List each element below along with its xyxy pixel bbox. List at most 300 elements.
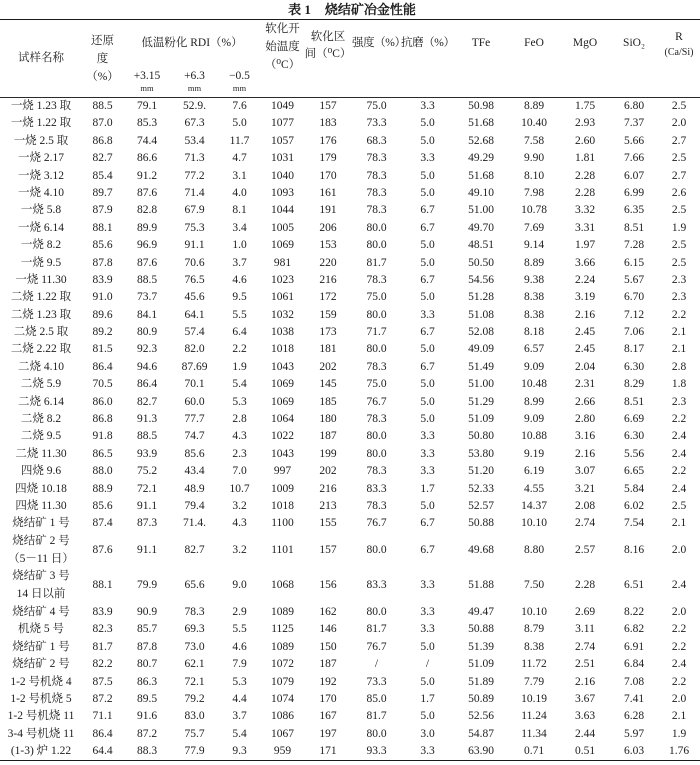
strength-cell: 78.3 — [366, 273, 387, 286]
softening-range-cell: 206 — [319, 221, 337, 234]
mgo-cell: 1.97 — [574, 239, 596, 252]
sio2-cell: 6.30 — [623, 360, 645, 373]
reduction-cell: 88.1 — [92, 579, 113, 592]
rdi-minus-0-5-cell: 3.7 — [232, 710, 247, 723]
tfe-cell: 52.33 — [468, 482, 494, 495]
tfe-cell: 50.88 — [468, 623, 494, 636]
sample-name-cell — [0, 656, 82, 673]
abrasion-cell: 5.0 — [420, 378, 435, 391]
header-subcol-value: +3.15 — [133, 70, 161, 82]
strength-cell: 75.0 — [366, 291, 387, 304]
sample-name-text: 1-2 号机烧 4 — [10, 675, 72, 688]
reduction-cell: 83.9 — [92, 273, 113, 286]
sample-name-cell — [0, 446, 82, 463]
abrasion-cell: 3.3 — [420, 100, 435, 112]
table-row — [0, 341, 700, 358]
strength-cell: 78.3 — [366, 413, 387, 426]
header-line: (Ca/Si) — [664, 47, 694, 58]
sio2-cell: 6.82 — [623, 623, 645, 636]
table-number: 表 1 — [288, 2, 311, 17]
table-row — [0, 115, 700, 132]
header-abrasion: 抗磨（%） — [401, 37, 455, 49]
rdi-minus-0-5-cell: 3.4 — [232, 221, 247, 234]
softening-start-temp-cell: 1093 — [271, 186, 294, 199]
abrasion-cell: 5.0 — [420, 239, 435, 252]
sample-name-text: 四烧 11.30 — [15, 499, 67, 512]
rdi-plus-3-15-cell: 89.5 — [136, 692, 158, 705]
tfe-cell: 51.88 — [468, 579, 494, 592]
reduction-cell: 82.7 — [92, 152, 113, 165]
basicity-r-cell: 2.0 — [671, 117, 687, 130]
mgo-cell: 2.28 — [574, 169, 596, 182]
mgo-cell: 2.04 — [574, 360, 596, 373]
reduction-cell: 64.4 — [92, 745, 113, 758]
mgo-cell: 2.44 — [574, 727, 596, 740]
feo-cell: 8.99 — [523, 395, 545, 408]
rdi-minus-0-5-cell: 7.6 — [232, 100, 247, 112]
basicity-r-cell: 1.9 — [671, 727, 687, 740]
table-row — [0, 307, 700, 324]
basicity-r-cell: 1.8 — [671, 378, 687, 391]
rdi-plus-3-15-cell: 82.7 — [136, 395, 158, 408]
mgo-cell: 3.63 — [574, 710, 596, 723]
feo-cell: 0.71 — [523, 745, 545, 758]
sample-name-cell — [0, 674, 82, 691]
sample-name-text: 一烧 1.23 取 — [10, 100, 72, 112]
mgo-cell: 1.81 — [574, 152, 596, 165]
header-subcol-value: −0.5 — [229, 70, 250, 82]
table-row — [0, 255, 700, 272]
rdi-plus-6-3-cell: 77.2 — [184, 169, 205, 182]
sio2-cell: 5.66 — [623, 134, 645, 147]
table-row — [0, 446, 700, 463]
table-row — [0, 498, 700, 515]
table-row — [0, 708, 700, 725]
softening-range-cell: 197 — [319, 727, 337, 740]
sample-name-text: 二烧 8.2 — [20, 413, 62, 426]
rdi-plus-3-15-cell: 88.5 — [136, 430, 158, 443]
feo-cell: 8.18 — [523, 326, 545, 339]
sample-name-cell — [0, 708, 82, 725]
abrasion-cell: 5.0 — [420, 499, 435, 512]
abrasion-cell: 5.0 — [420, 395, 435, 408]
softening-range-cell: 185 — [319, 395, 337, 408]
header-line: R — [675, 31, 683, 43]
mgo-cell: 3.07 — [574, 465, 596, 478]
strength-cell: 80.0 — [366, 447, 387, 460]
tfe-cell: 52.57 — [468, 499, 494, 512]
rdi-plus-6-3-cell: 76.5 — [184, 273, 205, 286]
tfe-cell: 50.50 — [468, 256, 494, 269]
tfe-cell: 52.56 — [468, 710, 494, 723]
table-row — [0, 656, 700, 673]
strength-cell: 80.0 — [366, 605, 387, 618]
strength-cell: 80.0 — [366, 221, 387, 234]
rdi-plus-6-3-cell: 74.7 — [184, 430, 205, 443]
softening-start-temp-cell: 1074 — [271, 692, 294, 705]
strength-cell: 81.7 — [366, 623, 387, 636]
sio2-cell: 6.51 — [623, 579, 645, 592]
feo-cell: 7.69 — [523, 221, 545, 234]
sample-name-cell — [0, 150, 82, 167]
tfe-cell: 51.68 — [468, 117, 494, 130]
rdi-plus-3-15-cell: 91.2 — [136, 169, 158, 182]
softening-range-cell: 216 — [319, 273, 337, 286]
rdi-minus-0-5-cell: 1.0 — [232, 239, 247, 252]
abrasion-cell: 5.0 — [420, 413, 435, 426]
basicity-r-cell: 2.4 — [671, 482, 687, 495]
rdi-minus-0-5-cell: 2.3 — [232, 447, 247, 460]
sio2-cell: 7.66 — [623, 152, 645, 165]
tfe-cell: 51.00 — [468, 204, 494, 217]
rdi-plus-6-3-cell: 73.0 — [184, 640, 205, 653]
softening-start-temp-cell: 1068 — [271, 579, 294, 592]
basicity-r-cell: 2.5 — [671, 499, 687, 512]
softening-range-cell: 157 — [319, 543, 337, 556]
table-row — [0, 237, 700, 254]
basicity-r-cell: 1.9 — [671, 221, 687, 234]
softening-start-temp-cell: 1101 — [271, 543, 294, 556]
tfe-cell: 48.51 — [468, 239, 494, 252]
rdi-plus-6-3-cell: 72.1 — [184, 675, 205, 688]
basicity-r-cell: 2.3 — [671, 291, 687, 304]
reduction-cell: 89.6 — [92, 308, 113, 321]
feo-cell: 7.98 — [523, 186, 545, 199]
feo-cell: 8.89 — [523, 100, 545, 112]
sample-name-text: 一烧 3.12 — [18, 169, 64, 182]
tfe-cell: 53.80 — [468, 447, 494, 460]
rdi-minus-0-5-cell: 3.2 — [232, 499, 247, 512]
header-line: 度 — [96, 53, 109, 65]
table-row — [0, 428, 700, 445]
reduction-cell: 88.9 — [92, 482, 113, 495]
sample-name-cell — [0, 115, 82, 132]
basicity-r-cell: 2.1 — [671, 710, 687, 723]
abrasion-cell: 5.0 — [420, 134, 435, 147]
reduction-cell: 87.4 — [92, 517, 113, 530]
feo-cell: 6.19 — [523, 465, 545, 478]
sio2-cell: 6.69 — [623, 413, 645, 426]
abrasion-cell: 3.3 — [420, 447, 435, 460]
header-subcol-unit: mm — [140, 83, 154, 93]
table-header — [0, 20, 700, 98]
reduction-cell: 86.5 — [92, 447, 113, 460]
sinter-properties-table — [0, 19, 700, 761]
header-basicity — [658, 30, 700, 60]
abrasion-cell: 3.3 — [420, 579, 435, 592]
rdi-plus-6-3-cell: 70.1 — [184, 378, 205, 391]
feo-cell: 10.19 — [521, 692, 547, 705]
sio2-cell: 8.16 — [623, 543, 645, 556]
feo-cell: 8.89 — [523, 256, 545, 269]
rdi-plus-6-3-cell: 48.9 — [184, 482, 205, 495]
rdi-plus-3-15-cell: 87.3 — [136, 517, 158, 530]
rdi-plus-6-3-cell: 53.4 — [184, 134, 205, 147]
header-softening-start-temp — [261, 20, 304, 74]
rdi-minus-0-5-cell: 9.3 — [232, 745, 247, 758]
rdi-plus-6-3-cell: 71.4 — [184, 186, 205, 199]
tfe-cell: 51.00 — [468, 378, 494, 391]
feo-cell: 10.48 — [521, 378, 547, 391]
feo-cell: 7.79 — [523, 675, 545, 688]
tfe-cell: 51.68 — [468, 169, 494, 182]
sample-name-cell — [0, 359, 82, 376]
rdi-plus-6-3-cell: 91.1 — [184, 239, 205, 252]
abrasion-cell: 6.7 — [420, 326, 435, 339]
rdi-plus-3-15-cell: 96.9 — [136, 239, 158, 252]
softening-range-cell: 159 — [319, 308, 337, 321]
rdi-minus-0-5-cell: 4.0 — [232, 186, 247, 199]
sample-name-cell — [0, 220, 82, 237]
table-row — [0, 621, 700, 638]
softening-start-temp-cell: 1044 — [271, 204, 294, 217]
rdi-plus-3-15-cell: 92.3 — [136, 343, 158, 356]
softening-start-temp-cell: 1125 — [271, 623, 294, 636]
sio2-cell: 8.22 — [623, 605, 645, 618]
table-row — [0, 568, 700, 604]
header-rdi-plus-3-15 — [123, 70, 171, 93]
softening-start-temp-cell: 1023 — [271, 273, 294, 286]
mgo-cell: 3.16 — [574, 430, 596, 443]
abrasion-cell: 3.3 — [420, 465, 435, 478]
rdi-plus-3-15-cell: 87.6 — [136, 256, 158, 269]
table-row — [0, 743, 700, 760]
softening-start-temp-cell: 1077 — [271, 117, 294, 130]
softening-range-cell: 180 — [319, 413, 337, 426]
sample-name-cell — [0, 515, 82, 532]
softening-range-cell: 167 — [319, 710, 337, 723]
sample-name-cell — [0, 255, 82, 272]
rdi-minus-0-5-cell: 9.0 — [232, 579, 247, 592]
sample-name-text: 一烧 11.30 — [15, 273, 67, 286]
feo-cell: 9.09 — [523, 360, 545, 373]
softening-range-cell: 199 — [319, 447, 337, 460]
reduction-cell: 89.7 — [92, 186, 113, 199]
table-row — [0, 168, 700, 185]
rdi-plus-6-3-cell: 82.0 — [184, 343, 205, 356]
tfe-cell: 51.39 — [468, 640, 494, 653]
sample-name-cell — [0, 341, 82, 358]
rdi-plus-3-15-cell: 86.6 — [136, 152, 158, 165]
sio2-cell: 6.91 — [623, 640, 645, 653]
softening-range-cell: 150 — [319, 640, 337, 653]
feo-cell: 9.14 — [523, 239, 545, 252]
rdi-minus-0-5-cell: 3.2 — [232, 543, 247, 556]
strength-cell: 68.3 — [366, 134, 387, 147]
feo-cell: 11.34 — [521, 727, 547, 740]
strength-cell: 76.7 — [366, 395, 387, 408]
sio2-cell: 7.06 — [623, 326, 645, 339]
softening-start-temp-cell: 1009 — [271, 482, 294, 495]
mgo-cell: 3.66 — [574, 256, 596, 269]
abrasion-cell: 5.0 — [420, 117, 435, 130]
strength-cell: 78.3 — [366, 499, 387, 512]
rdi-plus-6-3-cell: 71.4. — [183, 517, 206, 530]
sio2-cell: 7.37 — [623, 117, 645, 130]
mgo-cell: 3.32 — [574, 204, 596, 217]
reduction-cell: 81.5 — [92, 343, 113, 356]
feo-cell: 4.55 — [523, 482, 545, 495]
softening-range-cell: 202 — [319, 465, 337, 478]
basicity-r-cell: 2.4 — [671, 658, 687, 671]
rdi-plus-6-3-cell: 52.9. — [183, 100, 206, 112]
sample-name-text: 烧结矿 3 号 — [12, 570, 70, 583]
sample-name-cell — [0, 691, 82, 708]
softening-start-temp-cell: 1100 — [271, 517, 294, 530]
strength-cell: / — [374, 658, 379, 671]
sample-name-cell — [0, 98, 82, 115]
reduction-cell: 86.4 — [92, 727, 113, 740]
abrasion-cell: 3.3 — [420, 308, 435, 321]
sio2-cell: 5.67 — [623, 273, 645, 286]
softening-range-cell: 161 — [319, 186, 337, 199]
basicity-r-cell: 2.1 — [671, 517, 687, 530]
rdi-plus-6-3-cell: 71.3 — [184, 152, 205, 165]
rdi-plus-6-3-cell: 79.4 — [184, 499, 205, 512]
reduction-cell: 91.8 — [92, 430, 113, 443]
rdi-plus-6-3-cell: 62.1 — [184, 658, 205, 671]
softening-start-temp-cell: 1072 — [271, 658, 294, 671]
table-row — [0, 150, 700, 167]
strength-cell: 85.0 — [366, 692, 387, 705]
sio2-cell: 8.17 — [623, 343, 645, 356]
sio2-cell: 6.99 — [623, 186, 645, 199]
rdi-plus-3-15-cell: 72.1 — [136, 482, 158, 495]
abrasion-cell: 5.0 — [420, 291, 435, 304]
sample-name-text: 二烧 5.9 — [20, 378, 62, 391]
header-softening-range — [304, 29, 352, 63]
abrasion-cell: 5.0 — [420, 710, 435, 723]
rdi-minus-0-5-cell: 5.3 — [232, 395, 247, 408]
abrasion-cell: 1.7 — [420, 692, 435, 705]
tfe-cell: 49.10 — [468, 186, 494, 199]
rdi-plus-6-3-cell: 69.3 — [184, 623, 205, 636]
rdi-minus-0-5-cell: 5.4 — [232, 727, 247, 740]
strength-cell: 78.3 — [366, 152, 387, 165]
abrasion-cell: 3.0 — [420, 727, 435, 740]
softening-range-cell: 179 — [319, 152, 337, 165]
sio2-cell: 6.07 — [623, 169, 645, 182]
rdi-minus-0-5-cell: 5.5 — [232, 623, 247, 636]
rdi-minus-0-5-cell: 2.2 — [232, 343, 247, 356]
softening-range-cell: 156 — [319, 579, 337, 592]
abrasion-cell: / — [425, 658, 430, 671]
header-sio2: SiO₂ — [623, 37, 645, 49]
rdi-plus-6-3-cell: 83.0 — [184, 710, 205, 723]
header-line: 还原 — [91, 35, 114, 47]
mgo-cell: 3.11 — [575, 623, 595, 636]
sample-name-text: 一烧 5.8 — [20, 204, 62, 217]
sample-name-text: 一烧 4.10 — [18, 186, 64, 199]
reduction-cell: 86.8 — [92, 413, 113, 426]
strength-cell: 78.3 — [366, 186, 387, 199]
rdi-minus-0-5-cell: 2.9 — [232, 605, 247, 618]
reduction-cell: 81.7 — [92, 640, 113, 653]
feo-cell: 9.19 — [523, 447, 545, 460]
mgo-cell: 2.93 — [574, 117, 596, 130]
abrasion-cell: 5.0 — [420, 169, 435, 182]
tfe-cell: 50.98 — [468, 100, 494, 112]
mgo-cell: 2.45 — [574, 343, 596, 356]
mgo-cell: 2.45 — [574, 326, 596, 339]
softening-range-cell: 216 — [319, 482, 337, 495]
sample-name-cell — [0, 463, 82, 480]
tfe-cell: 49.68 — [468, 543, 494, 556]
reduction-cell: 85.4 — [92, 169, 113, 182]
reduction-cell: 70.5 — [92, 378, 113, 391]
rdi-plus-3-15-cell: 91.1 — [136, 543, 158, 556]
sample-name-cell — [0, 289, 82, 306]
softening-range-cell: 162 — [319, 605, 337, 618]
sample-name-text: 烧结矿 2 号 — [12, 534, 70, 547]
softening-range-cell: 187 — [319, 430, 337, 443]
reduction-cell: 87.6 — [92, 543, 113, 556]
sample-name-cell — [0, 394, 82, 411]
tfe-cell: 51.49 — [468, 360, 494, 373]
sio2-cell: 5.56 — [623, 447, 645, 460]
sio2-cell: 6.84 — [623, 658, 645, 671]
basicity-r-cell: 2.6 — [671, 186, 687, 199]
rdi-minus-0-5-cell: 3.1 — [232, 169, 247, 182]
table-row — [0, 272, 700, 289]
sample-name-cell — [0, 168, 82, 185]
rdi-plus-3-15-cell: 86.4 — [136, 378, 158, 391]
feo-cell: 10.10 — [521, 605, 547, 618]
softening-start-temp-cell: 981 — [273, 256, 292, 269]
reduction-cell: 91.0 — [92, 291, 113, 304]
softening-start-temp-cell: 1064 — [271, 413, 294, 426]
feo-cell: 9.38 — [523, 273, 545, 286]
rdi-plus-3-15-cell: 80.7 — [136, 658, 158, 671]
rdi-minus-0-5-cell: 3.7 — [232, 256, 247, 269]
softening-start-temp-cell: 1057 — [271, 134, 294, 147]
header-line: 始温度 — [265, 41, 300, 53]
feo-cell: 8.80 — [523, 543, 545, 556]
rdi-plus-6-3-cell: 79.2 — [184, 692, 205, 705]
basicity-r-cell: 2.3 — [671, 273, 687, 286]
abrasion-cell: 3.3 — [420, 152, 435, 165]
header-reduction-degree — [82, 32, 123, 86]
header-line: （%） — [86, 71, 119, 83]
softening-range-cell: 220 — [319, 256, 337, 269]
mgo-cell: 3.19 — [574, 291, 596, 304]
softening-range-cell: 183 — [319, 117, 337, 130]
mgo-cell: 2.28 — [574, 579, 596, 592]
feo-cell: 7.50 — [523, 579, 545, 592]
softening-start-temp-cell: 1086 — [271, 710, 294, 723]
strength-cell: 80.0 — [366, 308, 387, 321]
mgo-cell: 2.24 — [574, 273, 596, 286]
softening-start-temp-cell: 1067 — [271, 727, 294, 740]
rdi-plus-6-3-cell: 78.3 — [184, 605, 205, 618]
sample-name-cell — [0, 411, 82, 428]
softening-range-cell: 181 — [319, 343, 337, 356]
sample-name-text: 二烧 2.22 取 — [10, 343, 72, 356]
softening-start-temp-cell: 1061 — [271, 291, 294, 304]
sample-name-text: 二烧 4.10 — [18, 360, 64, 373]
feo-cell: 10.10 — [521, 517, 547, 530]
table-row — [0, 481, 700, 498]
sample-name-cell — [0, 604, 82, 621]
basicity-r-cell: 2.1 — [671, 343, 687, 356]
rdi-plus-3-15-cell: 91.1 — [136, 499, 158, 512]
softening-range-cell: 146 — [319, 623, 337, 636]
feo-cell: 10.78 — [521, 204, 547, 217]
rdi-minus-0-5-cell: 5.5 — [232, 308, 247, 321]
abrasion-cell: 6.7 — [420, 543, 435, 556]
table-body — [0, 98, 700, 760]
sample-name-cell — [0, 133, 82, 150]
